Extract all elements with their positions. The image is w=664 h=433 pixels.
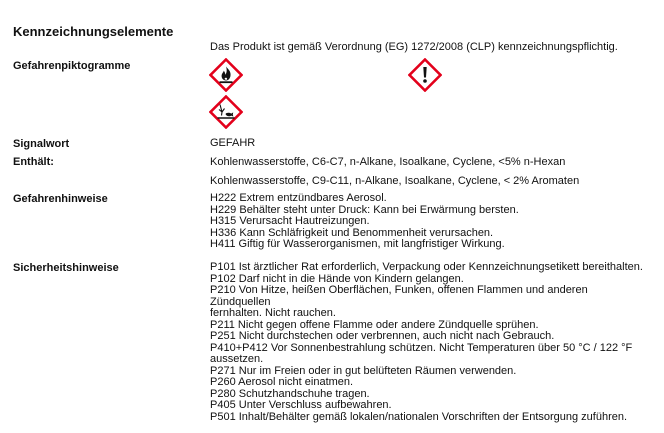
hazard-statements-list [210,193,650,251]
hazard-statements-label: Gefahrenhinweise [13,193,108,205]
precautionary-statement: P102 Darf nicht in die Hände von Kindern gelangen. [210,272,464,285]
precautionary-statement: P101 Ist ärztlicher Rat erforderlich, Verpackung oder Kennzeichnungsetikett bereithalten. [210,261,643,273]
signal-word-label: Signalwort [13,138,70,150]
precautionary-statements-label: Sicherheitshinweise [13,262,119,274]
precautionary-statement: P405 Unter Verschluss aufbewahren. [210,399,392,411]
contains-item: Kohlenwasserstoffe, C9-C11, n-Alkane, Isoalkane, Cyclene, < 2% Aromaten [210,175,580,187]
section-title: Kennzeichnungselemente [13,24,174,39]
precautionary-statement: P210 Von Hitze, heißen Oberflächen, Funken, offenen Flammen und anderen Zündquellen fernhalten. Nicht rauchen. [210,284,588,319]
contains-label: Enthält: [13,156,54,168]
environment-icon [209,95,243,129]
precautionary-statement: P260 Aerosol nicht einatmen. [210,376,354,388]
hazard-statement: H315 Verursacht Hautreizungen. [210,215,370,227]
clp-intro-text: Das Produkt ist gemäß Verordnung (EG) 1272/2008 (CLP) kennzeichnungspflichtig. [210,41,618,53]
precautionary-statement: P251 Nicht durchstechen oder verbrennen, auch nicht nach Gebrauch. [210,330,555,342]
pictograms-label: Gefahrenpiktogramme [13,60,131,72]
hazard-statement: H222 Extrem entzündbares Aerosol. [210,192,387,204]
signal-word-value: GEFAHR [210,137,256,149]
exclamation-icon [408,58,442,92]
contains-item: Kohlenwasserstoffe, C6-C7, n-Alkane, Isoalkane, Cyclene, <5% n-Hexan [210,156,566,168]
hazard-statement: H411 Giftig für Wasserorganismen, mit langfristiger Wirkung. [210,238,505,250]
flame-icon [209,58,243,92]
precautionary-statement: P271 Nur im Freien oder in gut belüfteten Räumen verwenden. [210,364,517,377]
precautionary-statement: P211 Nicht gegen offene Flamme oder andere Zündquelle sprühen. [210,318,539,331]
hazard-statement: H336 Kann Schläfrigkeit und Benommenheit verursachen. [210,226,494,239]
precautionary-statement: P501 Inhalt/Behälter gemäß lokalen/nationalen Vorschriften der Entsorgung zuführen. [210,410,628,423]
precautionary-statements-list [210,262,650,423]
precautionary-statement: P280 Schutzhandschuhe tragen. [210,387,370,400]
hazard-statement: H229 Behälter steht unter Druck: Kann bei Erwärmung bersten. [210,203,519,216]
precautionary-statement: P410+P412 Vor Sonnenbestrahlung schützen. Nicht Temperaturen über 50 °C / 122 °F aussetzen. [210,341,633,365]
